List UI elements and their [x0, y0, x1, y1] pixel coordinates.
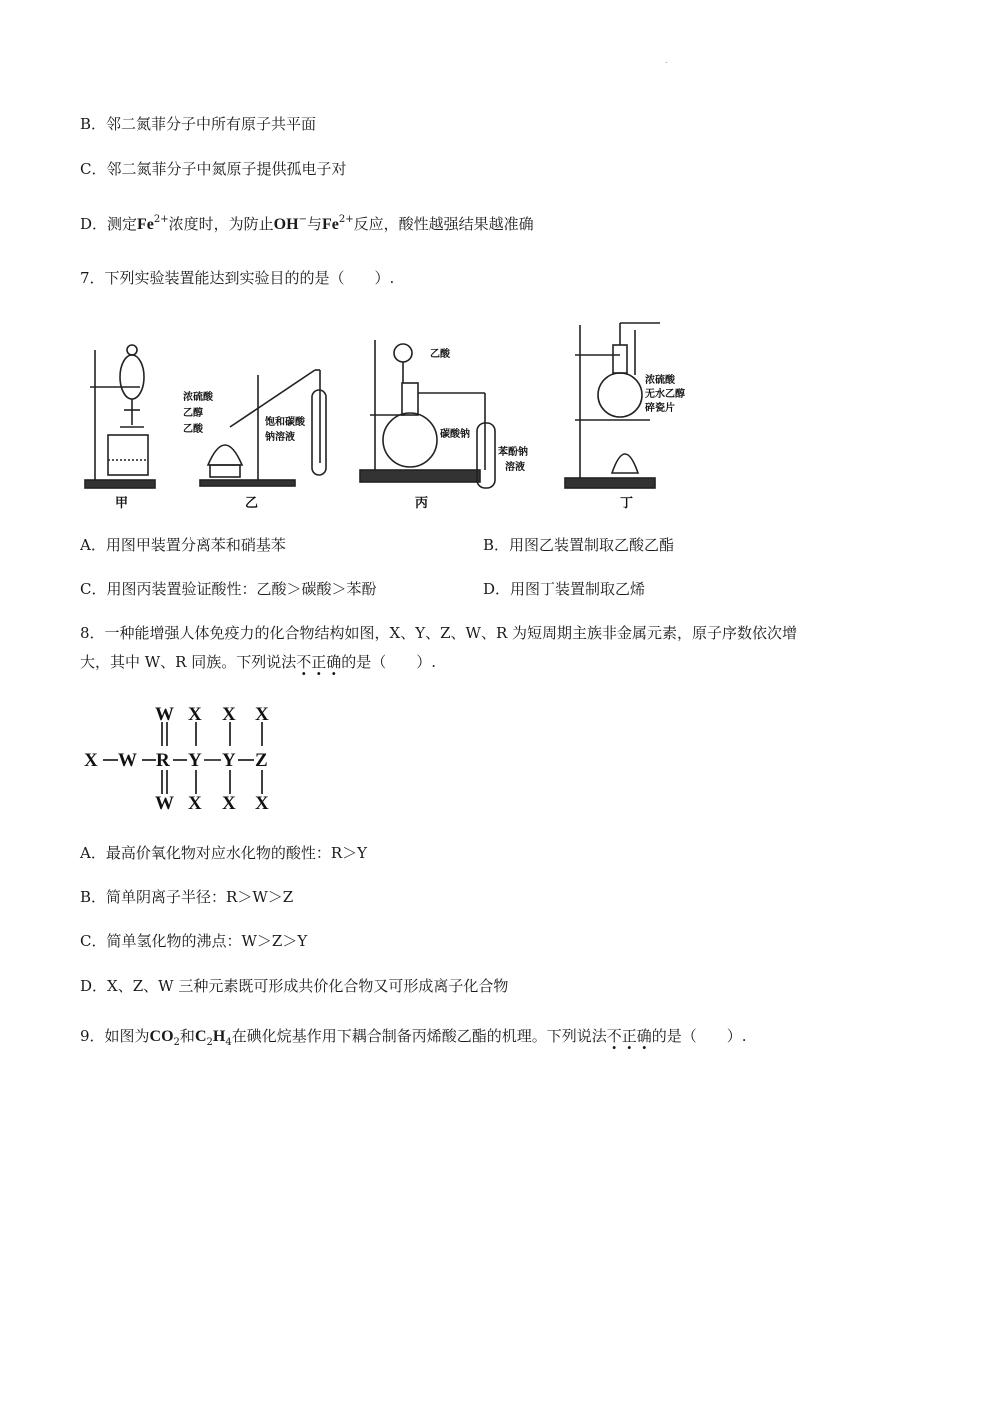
chem-h-sub: 4 — [225, 1037, 232, 1048]
apparatus-bing — [360, 340, 495, 488]
emphasis-char: 确 — [636, 1027, 652, 1045]
q8-option-d: D．X、Z、W 三种元素既可形成共价化合物又可形成离子化合物 — [80, 977, 509, 995]
atom-w: W — [118, 750, 137, 771]
q9-text-2: 和 — [179, 1027, 195, 1045]
apparatus-yi — [200, 370, 326, 486]
atom-w: W — [155, 793, 174, 814]
chem-fe: Fe — [137, 216, 154, 233]
emphasis-char: 正 — [621, 1027, 637, 1045]
atom-x: X — [84, 750, 98, 771]
chem-c-sub: 2 — [206, 1037, 213, 1048]
q8-stem-line-2 — [80, 652, 436, 672]
q9-stem — [80, 1026, 747, 1047]
q6-option-b: B．邻二氮菲分子中所有原子共平面 — [80, 115, 317, 133]
q7-stem: 7．下列实验装置能达到实验目的的是（ ）. — [80, 269, 395, 287]
atom-r: R — [156, 750, 170, 771]
q6-d-text-3: 与 — [306, 215, 322, 233]
atom-x: X — [255, 793, 269, 814]
atom-y: Y — [222, 750, 236, 771]
corner-mark: . — [665, 56, 668, 65]
q8-option-a: A．最高价氧化物对应水化物的酸性：R＞Y — [80, 844, 368, 862]
q9-text-1: 9．如图为 — [80, 1027, 150, 1045]
label-acetic-top: 乙酸 — [430, 349, 450, 360]
label-abs-ethanol: 无水乙醇 — [645, 389, 685, 400]
label-phenolate-1: 苯酚钠 — [498, 447, 528, 458]
chem-co2: CO — [149, 1028, 174, 1045]
atom-x: X — [188, 793, 202, 814]
q9-text-4: 的是（ ）. — [651, 1027, 747, 1045]
q7-option-c: C．用图丙装置验证酸性：乙酸＞碳酸＞苯酚 — [80, 580, 377, 598]
q6-d-text-1: D．测定 — [80, 215, 138, 233]
q9-text-3: 在碘化烷基作用下耦合制备丙烯酸乙酯的机理。下列说法 — [231, 1027, 607, 1045]
apparatus-figure — [80, 315, 705, 515]
emphasis-char: 不 — [296, 653, 312, 671]
q7-option-d: D．用图丁装置制取乙烯 — [483, 580, 646, 598]
label-ethanol: 乙醇 — [183, 408, 203, 419]
q8-stem-text-2: 的是（ ）. — [341, 653, 437, 671]
q6-d-text-2: 浓度时，为防止 — [168, 215, 274, 233]
chem-oh: OH — [273, 216, 299, 233]
q8-option-c: C．简单氢化物的沸点：W＞Z＞Y — [80, 932, 308, 950]
atom-w: W — [155, 704, 174, 725]
fig-caption-jia: 甲 — [115, 496, 129, 511]
q8-stem-text-1: 大，其中 W、R 同族。下列说法 — [80, 653, 297, 671]
chem-co2-sub: 2 — [173, 1037, 180, 1048]
q6-d-text-4: 反应，酸性越强结果越准确 — [353, 215, 534, 233]
chem-fe-2: Fe — [321, 216, 339, 233]
label-na-carbonate: 碳酸钠 — [440, 429, 470, 440]
q8-stem-line-1: 8．一种能增强人体免疫力的化合物结构如图，X、Y、Z、W、R 为短周期主族非金属元素，原子序数依次增 — [80, 624, 798, 642]
q7-option-b: B．用图乙装置制取乙酸乙酯 — [483, 536, 675, 554]
chem-oh-charge: − — [298, 214, 307, 225]
structure-diagram — [80, 700, 280, 815]
label-conc-h2so4-2: 浓硫酸 — [645, 375, 675, 386]
chem-h: H — [212, 1028, 226, 1045]
emphasis-char: 确 — [326, 653, 342, 671]
label-acetic: 乙酸 — [183, 424, 203, 435]
atom-x: X — [255, 704, 269, 725]
label-conc-h2so4: 浓硫酸 — [183, 392, 213, 403]
chem-fe-2-charge: 2+ — [338, 214, 354, 225]
label-sat-na2co3-1: 饱和碳酸 — [265, 417, 305, 428]
fig-caption-yi: 乙 — [245, 496, 259, 511]
atom-x: X — [222, 704, 236, 725]
label-phenolate-2: 溶液 — [505, 462, 525, 473]
chem-fe-charge: 2+ — [153, 214, 169, 225]
atom-x: X — [188, 704, 202, 725]
atom-z: Z — [255, 750, 268, 771]
atom-y: Y — [188, 750, 202, 771]
apparatus-jia — [85, 345, 155, 488]
q6-option-c: C．邻二氮菲分子中氮原子提供孤电子对 — [80, 160, 347, 178]
emphasis-char: 正 — [311, 653, 327, 671]
fig-caption-ding: 丁 — [620, 496, 634, 511]
q8-option-b: B．简单阴离子半径：R＞W＞Z — [80, 888, 294, 906]
q7-option-a: A．用图甲装置分离苯和硝基苯 — [80, 536, 286, 554]
atom-x: X — [222, 793, 236, 814]
label-sat-na2co3-2: 钠溶液 — [265, 432, 295, 443]
label-porcelain: 碎瓷片 — [645, 403, 675, 414]
fig-caption-bing: 丙 — [415, 496, 429, 511]
emphasis-char: 不 — [606, 1027, 622, 1045]
chem-c: C — [194, 1028, 207, 1045]
q6-option-d — [80, 214, 534, 235]
